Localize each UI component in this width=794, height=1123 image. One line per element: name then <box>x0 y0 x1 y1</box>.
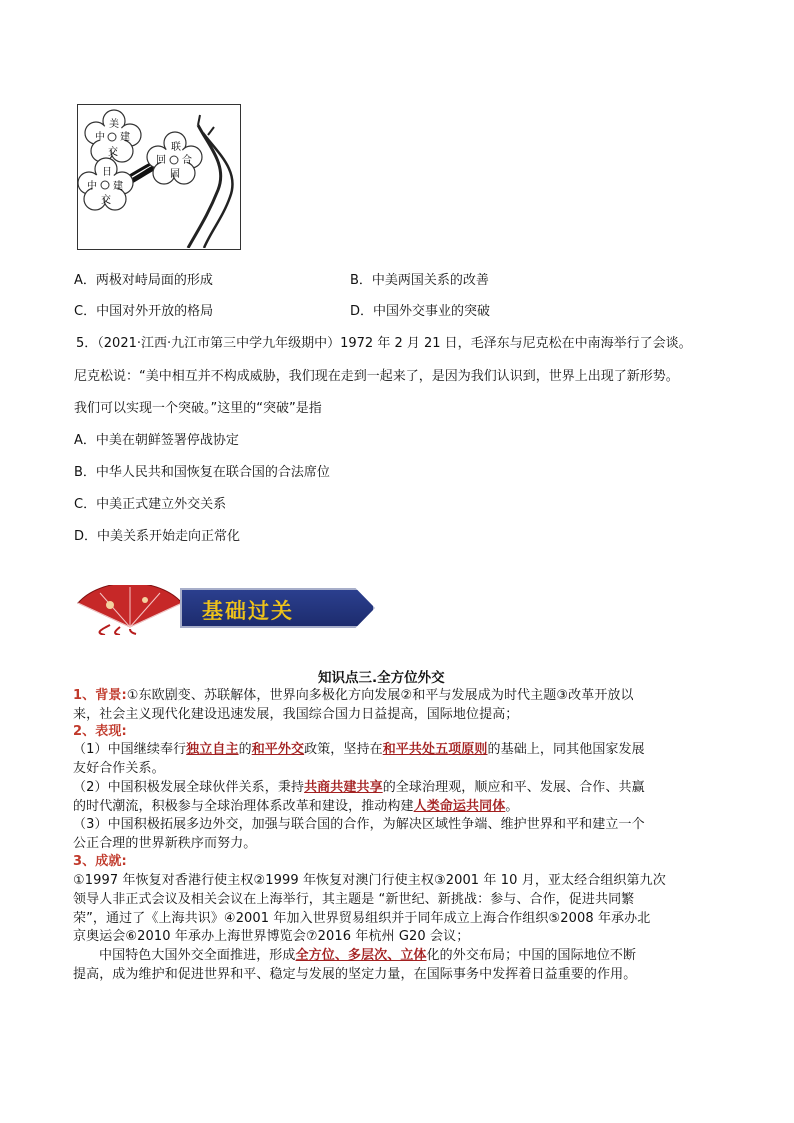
knowledge-title: 知识点三.全方位外交 <box>318 670 445 686</box>
q5-option-c: C．中美正式建立外交关系 <box>74 497 227 512</box>
achievements-line4: 京奥运会⑥2010 年承办上海世界博览会⑦2016 年杭州 G20 会议； <box>73 929 470 944</box>
q5-stem-line1: 5．（2021·江西·九江市第三中学九年级期中）1972 年 2 月 21 日，毛泽东与尼克松在中南海举行了会谈。 <box>76 336 692 351</box>
performance-3-line2: 公正合理的世界新秩序而努力。 <box>73 836 257 851</box>
q4-option-c: C．中国对外开放的格局 <box>74 304 214 319</box>
achievements-line3: 荣”，通过了《上海共识》④2001 年加入世界贸易组织并于同年成立上海合作组织⑤2008 年承办北 <box>73 911 651 926</box>
q5-stem-line3: 我们可以实现一个突破。”这里的“突破”是指 <box>74 401 322 416</box>
performance-3-line1: （3）中国积极拓展多边外交，加强与联合国的合作，为解决区域性争端、维护世界和平和建立一个 <box>73 817 645 832</box>
flower2-left: 回 <box>156 155 166 166</box>
flower2-right: 合 <box>182 155 192 166</box>
banner-title: 基础过关 <box>202 598 294 623</box>
flower1-right: 建 <box>120 132 130 143</box>
flower3-right: 建 <box>113 181 123 192</box>
background-line2: 来，社会主义现代化建设迅速发展，我国综合国力日益提高，国际地位提高； <box>73 707 519 722</box>
performance-2-line2: 的时代潮流，积极参与全球治理体系改革和建设，推动构建人类命运共同体。 <box>73 799 519 814</box>
fan-icon <box>70 585 190 635</box>
background-label: 1、背景: <box>73 688 127 703</box>
flower-branch-illustration <box>78 105 239 248</box>
flower-un-return <box>147 132 202 184</box>
keyword-peaceful-diplomacy: 和平外交 <box>251 742 305 757</box>
achievements-line2: 领导人非正式会议及相关会议在上海举行，其主题是 “新世纪、新挑战：参与、合作，促进共同繁 <box>73 892 635 907</box>
question-figure <box>77 104 241 250</box>
q4-option-a: A．两极对峙局面的形成 <box>74 273 213 288</box>
flower1-left: 中 <box>95 132 105 143</box>
performance-label: 2、表现: <box>73 724 127 739</box>
flower-us-china <box>85 110 141 162</box>
keyword-shared-future: 人类命运共同体 <box>413 799 506 814</box>
keyword-independence: 独立自主 <box>186 742 239 757</box>
q4-option-d: D．中国外交事业的突破 <box>350 304 491 319</box>
keyword-five-principles: 和平共处五项原则 <box>382 742 488 757</box>
section-banner <box>70 585 390 645</box>
q5-stem-line2: 尼克松说：“美中相互并不构成威胁，我们现在走到一起来了，是因为我们认识到，世界上出现了新形势。 <box>74 369 679 384</box>
flower3-bottom: 交 <box>101 195 111 206</box>
keyword-shared-governance: 共商共建共享 <box>304 780 383 795</box>
flower2-top: 联 <box>171 142 181 153</box>
q5-option-d: D．中美关系开始走向正常化 <box>74 529 241 544</box>
flower-japan-china <box>78 158 133 210</box>
flower2-bottom: 国 <box>170 169 180 180</box>
summary-line1: 中国特色大国外交全面推进，形成全方位、多层次、立体化的外交布局；中国的国际地位不断 <box>99 948 637 963</box>
performance-1-line2: 友好合作关系。 <box>73 761 165 776</box>
q5-option-a: A．中美在朝鲜签署停战协定 <box>74 433 239 448</box>
q5-option-b: B．中华人民共和国恢复在联合国的合法席位 <box>74 465 330 480</box>
flower3-left: 中 <box>87 181 97 192</box>
flower1-top: 美 <box>109 119 119 130</box>
flower1-bottom: 交 <box>108 147 118 158</box>
performance-1-line1: （1）中国继续奉行独立自主的和平外交政策，坚持在和平共处五项原则的基础上，同其他国家发展 <box>73 742 645 757</box>
summary-line2: 提高，成为维护和促进世界和平、稳定与发展的坚定力量，在国际事务中发挥着日益重要的作用。 <box>73 967 637 982</box>
q4-option-b: B．中美两国关系的改善 <box>350 273 489 288</box>
performance-2-line1: （2）中国积极发展全球伙伴关系，秉持共商共建共享的全球治理观，顺应和平、发展、合作、共赢 <box>73 780 645 795</box>
achievements-label: 3、成就: <box>73 854 127 869</box>
keyword-all-round: 全方位、多层次、立体 <box>295 948 427 963</box>
achievements-line1: ①1997 年恢复对香港行使主权②1999 年恢复对澳门行使主权③2001 年 10 月，亚太经合组织第九次 <box>73 873 666 888</box>
background-line1: 1、背景:①东欧剧变、苏联解体，世界向多极化方向发展②和平与发展成为时代主题③改革开放以 <box>73 688 634 703</box>
flower3-top: 日 <box>102 167 112 178</box>
